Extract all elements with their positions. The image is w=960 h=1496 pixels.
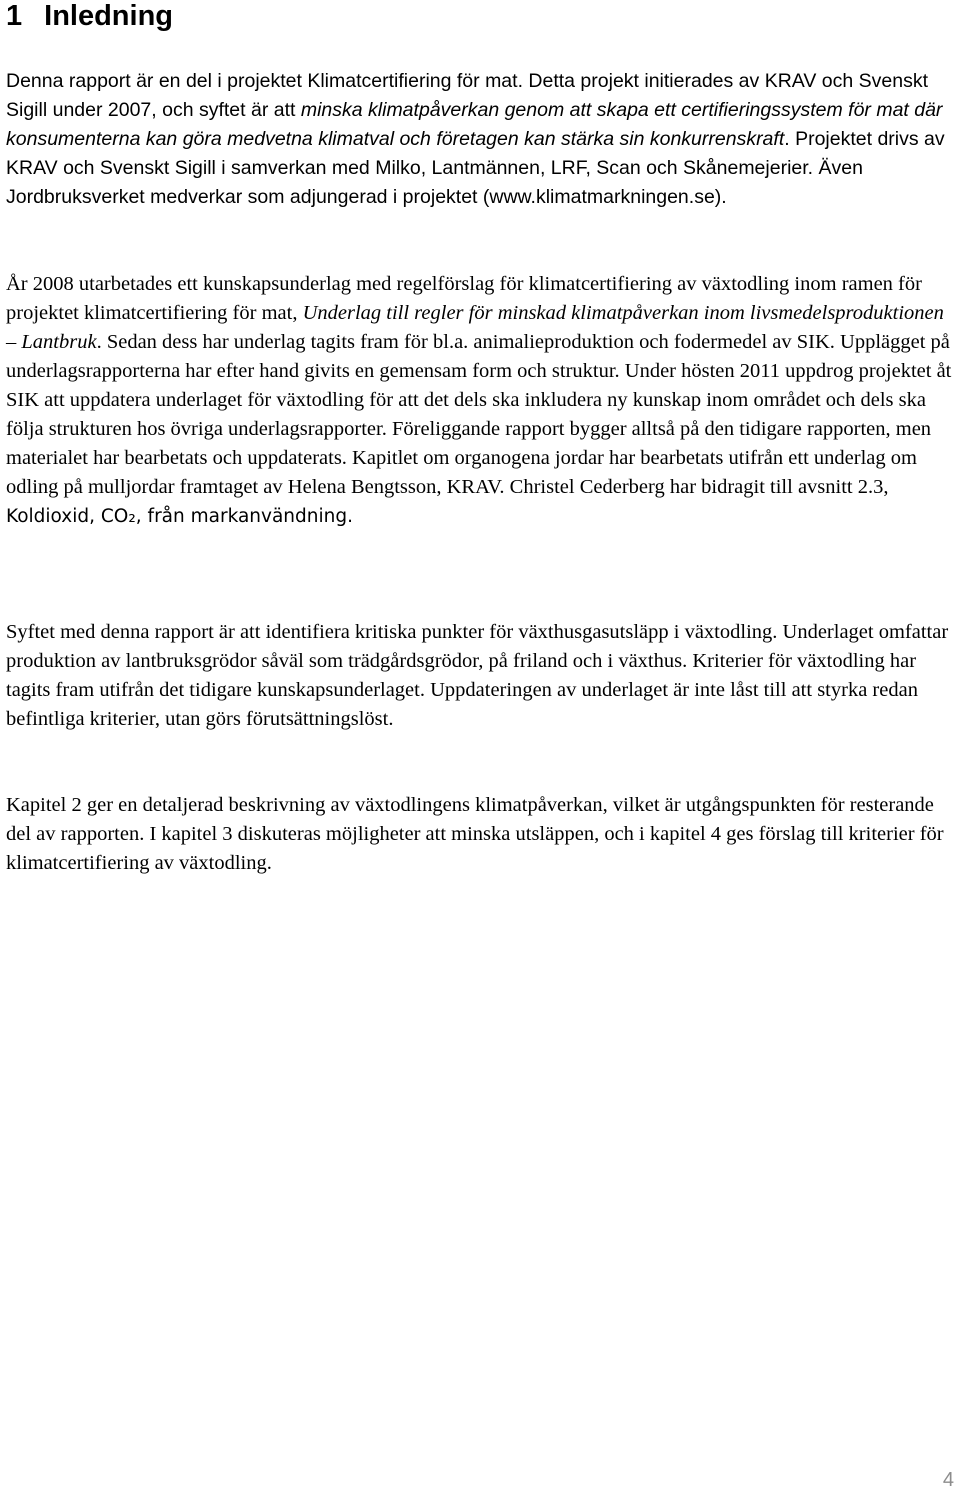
background-text-1: År 2008 utarbetades ett kunskapsunderlag med regelförslag för klimatcertifiering av växtodling inom ramen för projektet klimatcertifiering för mat, bbox=[6, 273, 922, 324]
intro-text-2: . Projektet drivs av KRAV och Svenskt Sigill i samverkan med Milko, Lantmännen, LRF, Scan och Skånemejerier. Även Jordbruksverket medverkar som adjungerad i projektet (www.klimatmarkningen.se). bbox=[6, 128, 945, 208]
section-number: 1 bbox=[6, 0, 23, 32]
section-title: Inledning bbox=[44, 0, 174, 32]
paragraph-intro bbox=[6, 67, 956, 212]
intro-text-1: Denna rapport är en del i projektet Klimatcertifiering för mat. Detta projekt initierades av KRAV och Svenskt Sigill under 2007, och syftet är att bbox=[6, 70, 928, 121]
paragraph-purpose: Syftet med denna rapport är att identifiera kritiska punkter för växthusgasutsläpp i växtodling. Underlaget omfattar produktion av lantbruksgrödor såväl som trädgårdsgrödor, på friland och i växthus. Kriterier för växtodling har tagits fram utifrån det tidigare kunskapsunderlaget. Uppdateringen av underlaget är inte låst till att styrka redan befintliga kriterier, utan görs förutsättningslöst. bbox=[6, 621, 949, 730]
section-heading bbox=[6, 0, 173, 34]
paragraph-outline: Kapitel 2 ger en detaljerad beskrivning av växtodlingens klimatpåverkan, vilket är utgångspunkten för resterande del av rapporten. I kapitel 3 diskuteras möjligheter att minska utsläppen, och i kapitel 4 ges förslag till kriterier för klimatcertifiering av växtodling. bbox=[6, 794, 944, 874]
background-text-2: . Sedan dess har underlag tagits fram för bl.a. animalieproduktion och fodermedel av SIK. Upplägget på underlagsrapporterna har efter hand givits en gemensam form och struktur. Under hösten 2011 uppdrog projektet åt SIK att uppdatera underlaget för växtodling för att det dels ska inkludera ny kunskap inom området och dels ska följa strukturen hos övriga underlagsrapporter. Föreliggande rapport bygger alltså på den tidigare rapporten, men materialet har bearbetats och uppdaterats. Kapitlet om organogena jordar har bearbetats utifrån ett underlag om odling på mulljordar framtaget av Helena Bengtsson, KRAV. Christel Cederberg har bidragit till avsnitt 2.3, bbox=[6, 331, 952, 498]
background-report-title: Underlag till regler för minskad klimatpåverkan inom livsmedelsproduktionen – Lantbruk bbox=[6, 302, 944, 353]
paragraph-background bbox=[6, 270, 956, 531]
background-section-ref: Koldioxid, CO₂, från markanvändning. bbox=[6, 506, 353, 527]
intro-purpose-italic: minska klimatpåverkan genom att skapa ett certifieringssystem för mat där konsumenterna kan göra medvetna klimatval och företagen kan stärka sin konkurrenskraft bbox=[6, 99, 943, 150]
page-number: 4 bbox=[942, 1469, 954, 1491]
